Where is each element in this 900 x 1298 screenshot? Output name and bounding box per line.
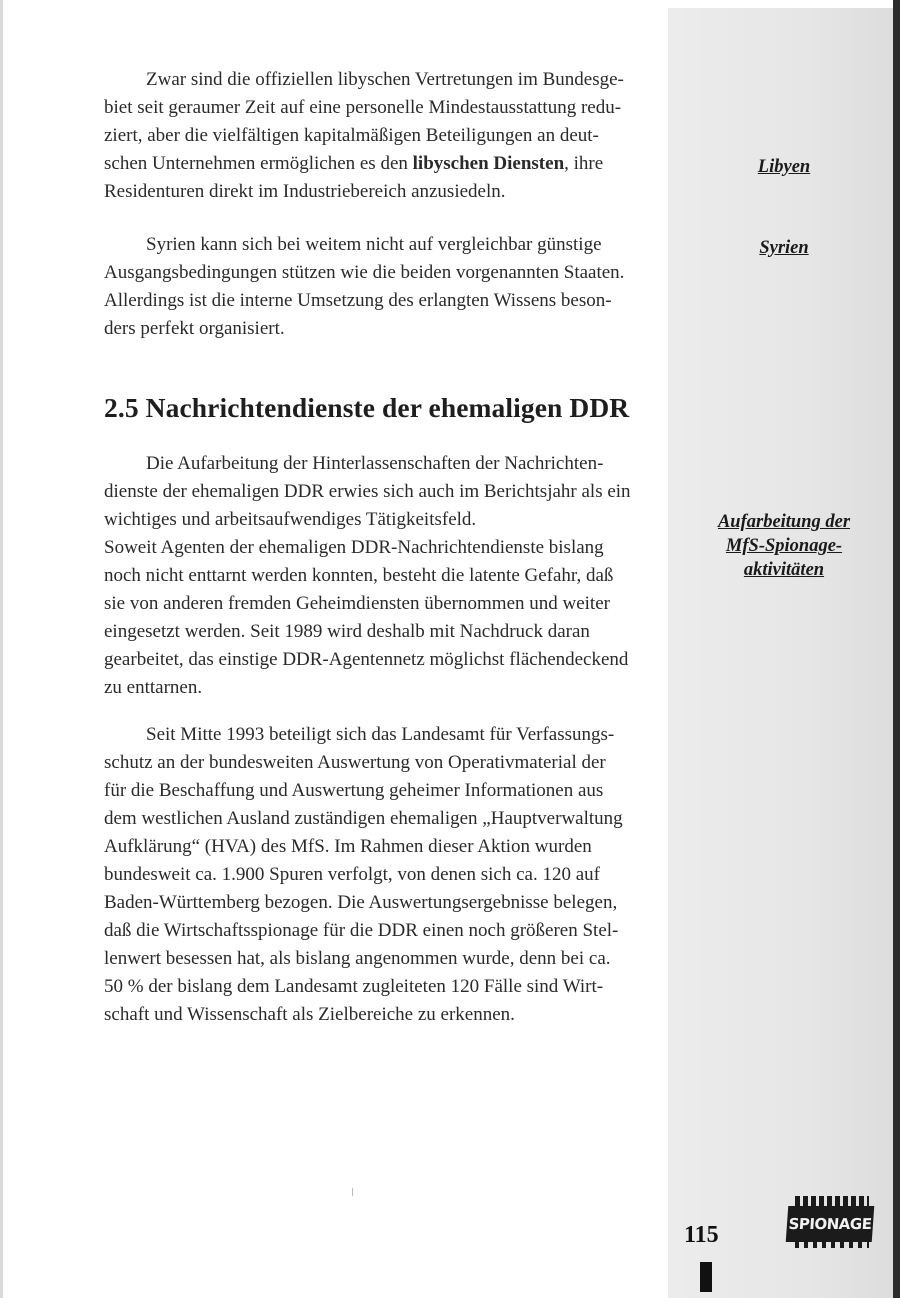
text-line: Allerdings ist die interne Umsetzung des erlangten Wissens beson- — [104, 290, 612, 311]
margin-sidebar — [668, 8, 900, 1298]
text-line: Baden-Württemberg bezogen. Die Auswertungsergebnisse belegen, — [104, 892, 618, 913]
paragraph-hva-auswertung — [104, 721, 649, 1029]
text-line: schaft und Wissenschaft als Zielbereiche zu erkennen. — [104, 1004, 515, 1025]
text-line: schutz an der bundesweiten Auswertung von Operativmaterial der — [104, 752, 606, 773]
spionage-logo — [785, 1196, 875, 1250]
page-edge-bar — [893, 0, 900, 1298]
emphasis-libysche-dienste: libyschen Diensten — [412, 153, 565, 174]
text-line: zu enttarnen. — [104, 677, 203, 698]
text-line: daß die Wirtschaftsspionage für die DDR einen noch größeren Stel- — [104, 920, 619, 941]
text-line: Residenturen direkt im Industriebereich anzusiedeln. — [104, 181, 506, 202]
scan-speck — [352, 1188, 353, 1196]
text-line: ziert, aber die vielfältigen kapitalmäßigen Beteiligungen an deut- — [104, 125, 599, 146]
text-line: schen Unternehmen ermöglichen es den — [104, 153, 413, 174]
text-line: dem westlichen Ausland zuständigen ehemaligen „Hauptverwaltung — [104, 808, 623, 829]
margin-note-line: MfS-Spionage- — [725, 536, 843, 556]
text-line: lenwert besessen hat, als bislang angenommen wurde, denn bei ca. — [104, 948, 611, 969]
paragraph-aufarbeitung — [104, 450, 649, 702]
text-line: noch nicht enttarnt werden konnten, besteht die latente Gefahr, daß — [104, 565, 614, 586]
margin-note-syrien: Syrien — [759, 238, 809, 258]
text-line: für die Beschaffung und Auswertung geheimer Informationen aus — [104, 780, 604, 801]
text-line: Zwar sind die offiziellen libyschen Vertretungen im Bundesge- — [146, 69, 624, 90]
margin-note-line: Aufarbeitung der — [717, 512, 851, 532]
text-line: dienste der ehemaligen DDR erwies sich auch im Berichtsjahr als ein — [104, 481, 631, 502]
text-line: Die Aufarbeitung der Hinterlassenschaften der Nachrichten- — [146, 453, 604, 474]
text-line: eingesetzt werden. Seit 1989 wird deshalb mit Nachdruck daran — [104, 621, 590, 642]
text-line: Seit Mitte 1993 beteiligt sich das Landesamt für Verfassungs- — [146, 724, 615, 745]
logo-decoration — [795, 1242, 869, 1248]
text-line: bundesweit ca. 1.900 Spuren verfolgt, von denen sich ca. 120 auf — [104, 864, 600, 885]
text-line: gearbeitet, das einstige DDR-Agentennetz möglichst flächendeckend — [104, 649, 629, 670]
text-line: , ihre — [564, 153, 604, 174]
margin-note-libyen: Libyen — [757, 157, 811, 177]
logo-text: SPIONAGE — [786, 1206, 875, 1242]
scan-edge — [0, 0, 3, 1298]
text-line: biet seit geraumer Zeit auf eine personelle Mindestausstattung redu- — [104, 97, 622, 118]
text-line: wichtiges und arbeitsaufwendiges Tätigkeitsfeld. — [104, 509, 477, 530]
margin-note-line: aktivitäten — [743, 560, 825, 580]
section-heading: 2.5 Nachrichtendienste der ehemaligen DDR — [104, 392, 630, 423]
text-line: ders perfekt organisiert. — [104, 318, 285, 339]
text-line: Aufklärung“ (HVA) des MfS. Im Rahmen dieser Aktion wurden — [104, 836, 592, 857]
text-line: sie von anderen fremden Geheimdiensten übernommen und weiter — [104, 593, 610, 614]
text-line: 50 % der bislang dem Landesamt zugleiteten 120 Fälle sind Wirt- — [104, 976, 604, 997]
text-line: Soweit Agenten der ehemaligen DDR-Nachrichtendienste bislang — [104, 537, 604, 558]
text-line: Syrien kann sich bei weitem nicht auf vergleichbar günstige — [146, 234, 602, 255]
paragraph-libyen — [104, 66, 649, 206]
page-number: 115 — [684, 1222, 719, 1248]
margin-note-aufarbeitung — [668, 510, 900, 582]
page-number-bar — [700, 1262, 712, 1292]
text-line: Ausgangsbedingungen stützen wie die beiden vorgenannten Staaten. — [104, 262, 625, 283]
paragraph-syrien — [104, 231, 649, 343]
